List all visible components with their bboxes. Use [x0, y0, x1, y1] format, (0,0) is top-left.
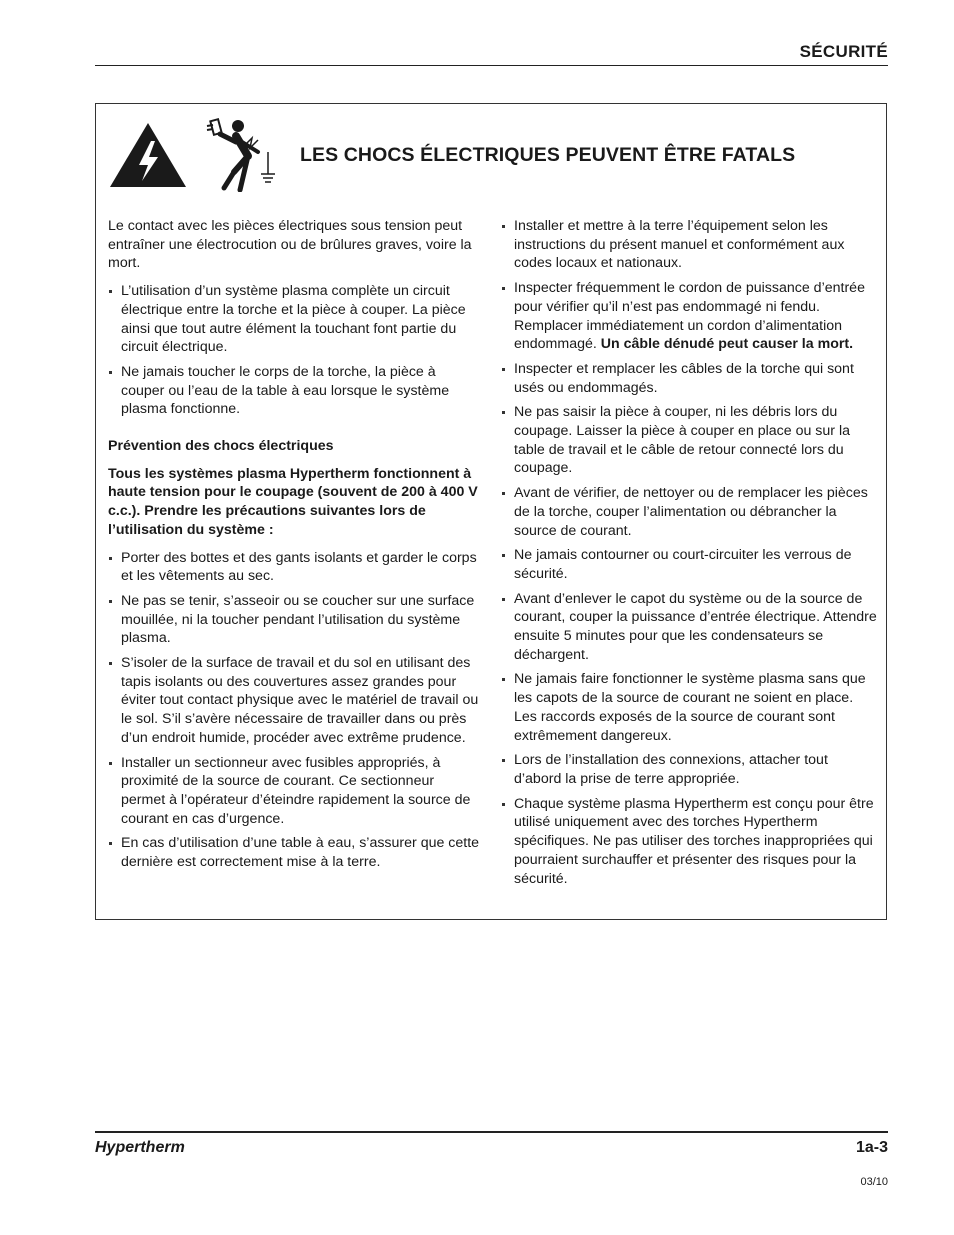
list-item: Ne jamais contourner ou court-circuiter les verrous de sécurité.	[501, 546, 879, 583]
list-item: Inspecter et remplacer les câbles de la torche qui sont usés ou endommagés.	[501, 360, 879, 397]
list-item: Ne pas saisir la pièce à couper, ni les débris lors du coupage. Laisser la pièce à couper en place ou sur la table de travail et le câble de retour connecté lors du coupage.	[501, 403, 879, 478]
list-item: Porter des bottes et des gants isolants et garder le corps et les vêtements au sec.	[108, 549, 480, 586]
list-item: Avant d’enlever le capot du système ou de la source de courant, couper la puissance d’entrée électrique. Attendre ensuite 5 minutes pour que les condensateurs se déchargent.	[501, 590, 879, 665]
subheading: Prévention des chocs électriques	[108, 438, 334, 455]
list-item: S’isoler de la surface de travail et du sol en utilisant des tapis isolants ou des couvertures assez grandes pour éviter tout contact physique avec le matériel de travail ou le sol. S’il s’avère nécessaire de travailler dans ou près d’un endroit humide, procéder avec extrême prudence.	[108, 654, 480, 748]
list-item: Installer un sectionneur avec fusibles appropriés, à proximité de la source de courant. Ce sectionneur permet à l’opérateur d’éteindre rapidement la source de courant en cas d’urgence.	[108, 754, 480, 829]
list-item: Installer et mettre à la terre l’équipement selon les instructions du présent manuel et conformément aux codes locaux et nationaux.	[501, 217, 879, 273]
list-item: Chaque système plasma Hypertherm est conçu pour être utilisé uniquement avec des torches Hypertherm spécifiques. Ne pas utiliser des torches inappropriées qui pourraient surchauffer et présenter des risques pour la sécurité.	[501, 795, 879, 889]
list-item	[501, 279, 879, 354]
list-item: Ne jamais toucher le corps de la torche, la pièce à couper ou l’eau de la table à eau lorsque le système plasma fonctionne.	[108, 363, 480, 419]
brand-name: Hypertherm	[95, 1139, 185, 1156]
high-voltage-warning-icon	[108, 121, 188, 189]
list-item-text: Inspecter fréquemment le cordon de puissance d’entrée pour vérifier qu’il n’est pas endommagé ni fendu. Remplacer immédiatement un cordon d’alimentation endommagé.	[514, 280, 865, 353]
list-item: Avant de vérifier, de nettoyer ou de remplacer les pièces de la torche, couper l’alimentation ou débrancher la source de courant.	[501, 484, 879, 540]
right-column	[501, 217, 879, 894]
lead-paragraph: Tous les systèmes plasma Hypertherm fonctionnent à haute tension pour le coupage (souvent de 200 à 400 V c.c.). Prendre les précautions suivantes lors de l’utilisation du système :	[108, 465, 478, 538]
right-precautions-list	[501, 217, 879, 888]
warning-heading: LES CHOCS ÉLECTRIQUES PEUVENT ÊTRE FATALS	[300, 144, 796, 166]
warning-box	[95, 103, 887, 920]
page-number: 1a-3	[855, 1139, 888, 1156]
hazard-list	[108, 282, 480, 419]
electric-shock-person-icon	[206, 112, 286, 192]
list-item: Lors de l’installation des connexions, attacher tout d’abord la prise de terre appropriée.	[501, 751, 879, 788]
left-column	[108, 217, 480, 878]
list-item-emphasis: Un câble dénudé peut causer la mort.	[600, 336, 854, 353]
list-item: En cas d’utilisation d’une table à eau, s’assurer que cette dernière est correctement mise à la terre.	[108, 834, 480, 871]
top-rule	[95, 65, 888, 66]
list-item: L’utilisation d’un système plasma complète un circuit électrique entre la torche et la pièce à couper. La pièce ainsi que tout autre élément la touchant font partie du circuit électrique.	[108, 282, 480, 357]
list-item: Ne jamais faire fonctionner le système plasma sans que les capots de la source de courant ne soient en place. Les raccords exposés de la source de courant sont extrêmement dangereux.	[501, 670, 879, 745]
revision-date: 03/10	[860, 1176, 888, 1188]
precautions-list	[108, 549, 480, 872]
bottom-rule	[95, 1131, 888, 1133]
list-item: Ne pas se tenir, s’asseoir ou se coucher sur une surface mouillée, ni la toucher pendant l’utilisation du système plasma.	[108, 592, 480, 648]
intro-paragraph: Le contact avec les pièces électriques sous tension peut entraîner une électrocution ou de brûlures graves, voire la mort.	[108, 218, 472, 272]
section-title: SÉCURITÉ	[799, 42, 888, 61]
